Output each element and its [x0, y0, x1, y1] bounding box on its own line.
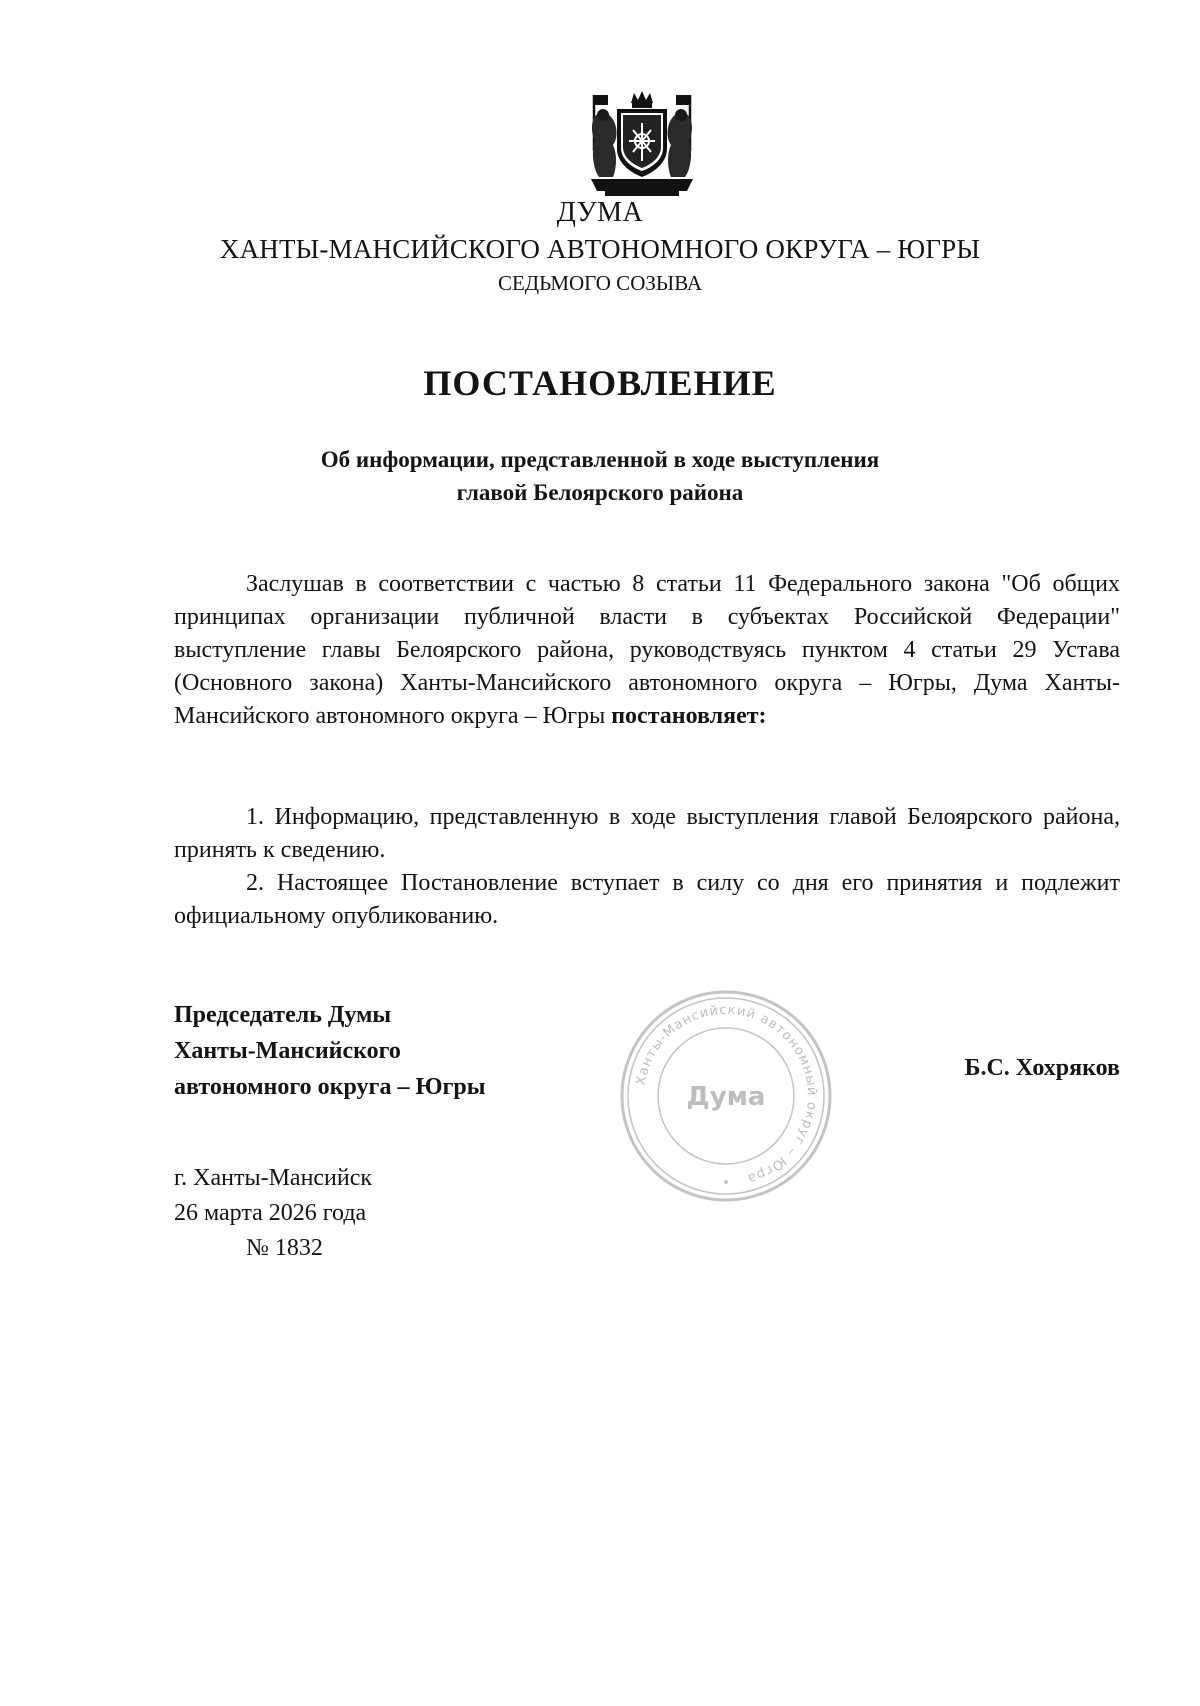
- stamp-ring-text: Ханты-Мансийский автономный округ – Югра: [633, 1002, 820, 1187]
- document-number: № 1832: [246, 1235, 323, 1261]
- document-type-heading: ПОСТАНОВЛЕНИЕ: [423, 363, 777, 403]
- resolution-item-2: 2. Настоящее Постановление вступает в силу со дня его принятия и подлежит официальному опубликованию.: [174, 870, 1120, 929]
- signer-title-line-3: автономного округа – Югры: [174, 1074, 486, 1100]
- signer-title-line-2: Ханты-Мансийского: [174, 1038, 401, 1064]
- coat-of-arms-icon: [587, 91, 697, 197]
- organization-title: ДУМА: [556, 197, 644, 228]
- resolves-text: постановляет:: [611, 703, 767, 729]
- subject-line-1: Об информации, представленной в ходе выступления: [320, 447, 880, 472]
- region-title: ХАНТЫ-МАНСИЙСКОГО АВТОНОМНОГО ОКРУГА – ЮГРЫ: [219, 234, 981, 264]
- intro-text: Заслушав в соответствии с частью 8 статьи 11 Федерального закона "Об общих принципах организации публичной власти в субъектах Российской Федерации" выступление главы Белоярского района, руководствуясь пунктом 4 статьи 29 Устава (Основного закона) Ханты-Мансийского автономного округа – Югры, Дума Ханты-Мансийского автономного округа – Югры: [174, 571, 1120, 729]
- signer-name: Б.С. Хохряков: [964, 1055, 1120, 1081]
- document-footer: [174, 1161, 372, 1266]
- subject-line-2: главой Белоярского района: [456, 480, 744, 505]
- convocation-title: СЕДЬМОГО СОЗЫВА: [497, 271, 703, 295]
- stamp-center-text: Дума: [686, 1082, 766, 1112]
- intro-paragraph: [174, 568, 1120, 733]
- resolution-item-1: 1. Информацию, представленную в ходе выступления главой Белоярского района, принять к сведению.: [174, 804, 1120, 863]
- place: г. Ханты-Мансийск: [174, 1165, 373, 1191]
- document-subject: [0, 443, 1200, 509]
- signer-title: [174, 997, 485, 1105]
- signer-title-line-1: Председатель Думы: [174, 1002, 392, 1028]
- date: 26 марта 2026 года: [174, 1200, 367, 1226]
- official-stamp: [618, 988, 834, 1204]
